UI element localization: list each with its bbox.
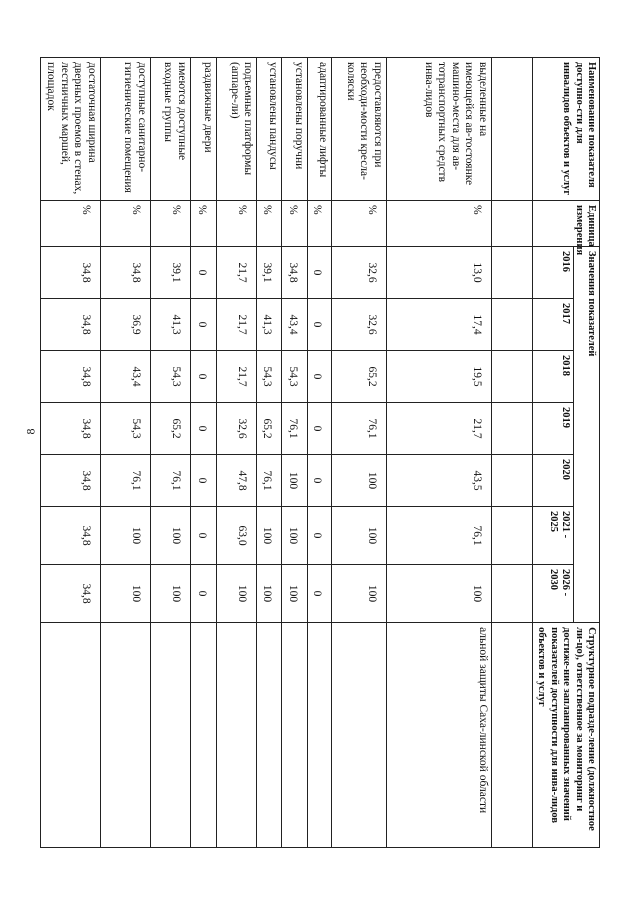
structure-cell (100, 623, 150, 848)
value-cell: 34,8 (41, 507, 101, 565)
rotated-table-container (44, 57, 600, 847)
indicator-name-cell: доступные санитарно-гигиенические помещения (100, 58, 150, 201)
structure-cell (332, 623, 386, 848)
value-cell: 13,0 (386, 247, 491, 299)
table-row (332, 58, 386, 848)
value-cell: 100 (100, 507, 150, 565)
value-cell (492, 455, 533, 507)
value-cell: 21,7 (217, 351, 257, 403)
unit-cell: % (41, 201, 101, 247)
header-year: 2018 (533, 351, 574, 403)
value-cell (492, 565, 533, 623)
value-cell: 76,1 (257, 455, 282, 507)
structure-cell (217, 623, 257, 848)
value-cell: 39,1 (257, 247, 282, 299)
header-year: 2020 (533, 455, 574, 507)
value-cell: 100 (257, 565, 282, 623)
value-cell (492, 507, 533, 565)
value-cell: 0 (307, 455, 332, 507)
value-cell: 100 (386, 565, 491, 623)
header-values-group: Значения показателей (574, 247, 600, 623)
value-cell: 43,4 (281, 299, 307, 351)
structure-cell (150, 623, 190, 848)
value-cell: 76,1 (332, 403, 386, 455)
table-row (257, 58, 282, 848)
value-cell: 34,8 (41, 247, 101, 299)
unit-cell: % (281, 201, 307, 247)
structure-cell (41, 623, 101, 848)
structure-cell: альной защиты Саха-линской области (386, 623, 491, 848)
value-cell: 76,1 (100, 455, 150, 507)
value-cell (492, 299, 533, 351)
indicator-name-cell: адаптированные лифты (307, 58, 332, 201)
value-cell: 0 (190, 351, 216, 403)
unit-cell: % (386, 201, 491, 247)
header-indicator: Наименование показателя доступно-сти для инвалидов объектов и услуг (533, 58, 600, 201)
value-cell: 54,3 (150, 351, 190, 403)
value-cell: 34,8 (100, 247, 150, 299)
table-row (492, 58, 533, 848)
value-cell: 34,8 (41, 565, 101, 623)
value-cell: 100 (332, 565, 386, 623)
table-row (386, 58, 491, 848)
value-cell (492, 247, 533, 299)
value-cell: 21,7 (217, 299, 257, 351)
header-year: 2021 - 2025 (533, 507, 574, 565)
value-cell: 21,7 (386, 403, 491, 455)
value-cell: 100 (217, 565, 257, 623)
value-cell: 17,4 (386, 299, 491, 351)
structure-cell (492, 623, 533, 848)
structure-cell (281, 623, 307, 848)
header-year: 2017 (533, 299, 574, 351)
indicator-name-cell: раздвижные двери (190, 58, 216, 201)
value-cell: 100 (257, 507, 282, 565)
value-cell: 0 (190, 299, 216, 351)
indicator-name-cell: установлены поручни (281, 58, 307, 201)
value-cell: 65,2 (332, 351, 386, 403)
unit-cell (492, 201, 533, 247)
value-cell: 0 (190, 565, 216, 623)
value-cell: 100 (100, 565, 150, 623)
indicator-name-cell (492, 58, 533, 201)
value-cell: 100 (150, 507, 190, 565)
value-cell: 0 (307, 299, 332, 351)
table-row (100, 58, 150, 848)
value-cell: 76,1 (386, 507, 491, 565)
value-cell: 34,8 (41, 351, 101, 403)
value-cell: 65,2 (257, 403, 282, 455)
header-year: 2026 - 2030 (533, 565, 574, 623)
unit-cell: % (190, 201, 216, 247)
unit-cell: % (307, 201, 332, 247)
value-cell: 100 (332, 455, 386, 507)
value-cell: 0 (307, 507, 332, 565)
table-row (281, 58, 307, 848)
value-cell: 39,1 (150, 247, 190, 299)
value-cell: 100 (332, 507, 386, 565)
table-row (307, 58, 332, 848)
value-cell: 54,3 (100, 403, 150, 455)
value-cell: 43,4 (100, 351, 150, 403)
value-cell: 32,6 (332, 299, 386, 351)
value-cell: 43,5 (386, 455, 491, 507)
value-cell: 34,8 (41, 299, 101, 351)
structure-cell (307, 623, 332, 848)
unit-cell: % (150, 201, 190, 247)
accessibility-indicators-table (40, 57, 600, 848)
unit-cell: % (100, 201, 150, 247)
indicator-name-cell: имеются доступные входные группы (150, 58, 190, 201)
header-year: 2019 (533, 403, 574, 455)
value-cell: 0 (190, 455, 216, 507)
value-cell: 32,6 (332, 247, 386, 299)
value-cell: 54,3 (257, 351, 282, 403)
value-cell: 76,1 (150, 455, 190, 507)
value-cell: 41,3 (257, 299, 282, 351)
page-number: 8 (23, 428, 38, 435)
value-cell: 36,9 (100, 299, 150, 351)
value-cell: 0 (307, 351, 332, 403)
value-cell: 63,0 (217, 507, 257, 565)
table-row (190, 58, 216, 848)
value-cell: 0 (307, 565, 332, 623)
value-cell: 54,3 (281, 351, 307, 403)
table-row (217, 58, 257, 848)
unit-cell: % (217, 201, 257, 247)
value-cell: 0 (190, 507, 216, 565)
value-cell: 0 (307, 403, 332, 455)
value-cell: 0 (190, 403, 216, 455)
table-row (41, 58, 101, 848)
indicator-name-cell: установлены пандусы (257, 58, 282, 201)
header-year: 2016 (533, 247, 574, 299)
indicator-name-cell: выделенные на имеющейся ав-тостоянке машино-места для ав-тотранспортных средств инва-лидов (386, 58, 491, 201)
unit-cell: % (257, 201, 282, 247)
value-cell: 100 (281, 507, 307, 565)
indicator-name-cell: подъемные платформы (аппаре-ли) (217, 58, 257, 201)
value-cell: 47,8 (217, 455, 257, 507)
value-cell: 21,7 (217, 247, 257, 299)
indicator-name-cell: достаточная ширина дверных проемов в стенах, лестничных маршей, площадок (41, 58, 101, 201)
header-unit: Единица измерения (533, 201, 600, 247)
value-cell: 32,6 (217, 403, 257, 455)
table-body (41, 58, 533, 848)
value-cell: 100 (281, 455, 307, 507)
unit-cell: % (332, 201, 386, 247)
value-cell: 19,5 (386, 351, 491, 403)
indicator-name-cell: предоставляются при необходи-мости кресла-коляски (332, 58, 386, 201)
value-cell: 100 (281, 565, 307, 623)
value-cell: 0 (190, 247, 216, 299)
structure-cell (257, 623, 282, 848)
header-structure: Структурное подразде-ление (должностное ли-цо), ответственное за мониторинг и достиже-ние запланированных значений показателей доступности для инва-лидов объектов и услуг (533, 623, 600, 848)
table-row (150, 58, 190, 848)
value-cell: 100 (150, 565, 190, 623)
value-cell: 41,3 (150, 299, 190, 351)
value-cell: 65,2 (150, 403, 190, 455)
value-cell (492, 403, 533, 455)
value-cell: 34,8 (281, 247, 307, 299)
value-cell: 34,8 (41, 455, 101, 507)
value-cell: 76,1 (281, 403, 307, 455)
value-cell: 34,8 (41, 403, 101, 455)
structure-cell (190, 623, 216, 848)
value-cell: 0 (307, 247, 332, 299)
value-cell (492, 351, 533, 403)
